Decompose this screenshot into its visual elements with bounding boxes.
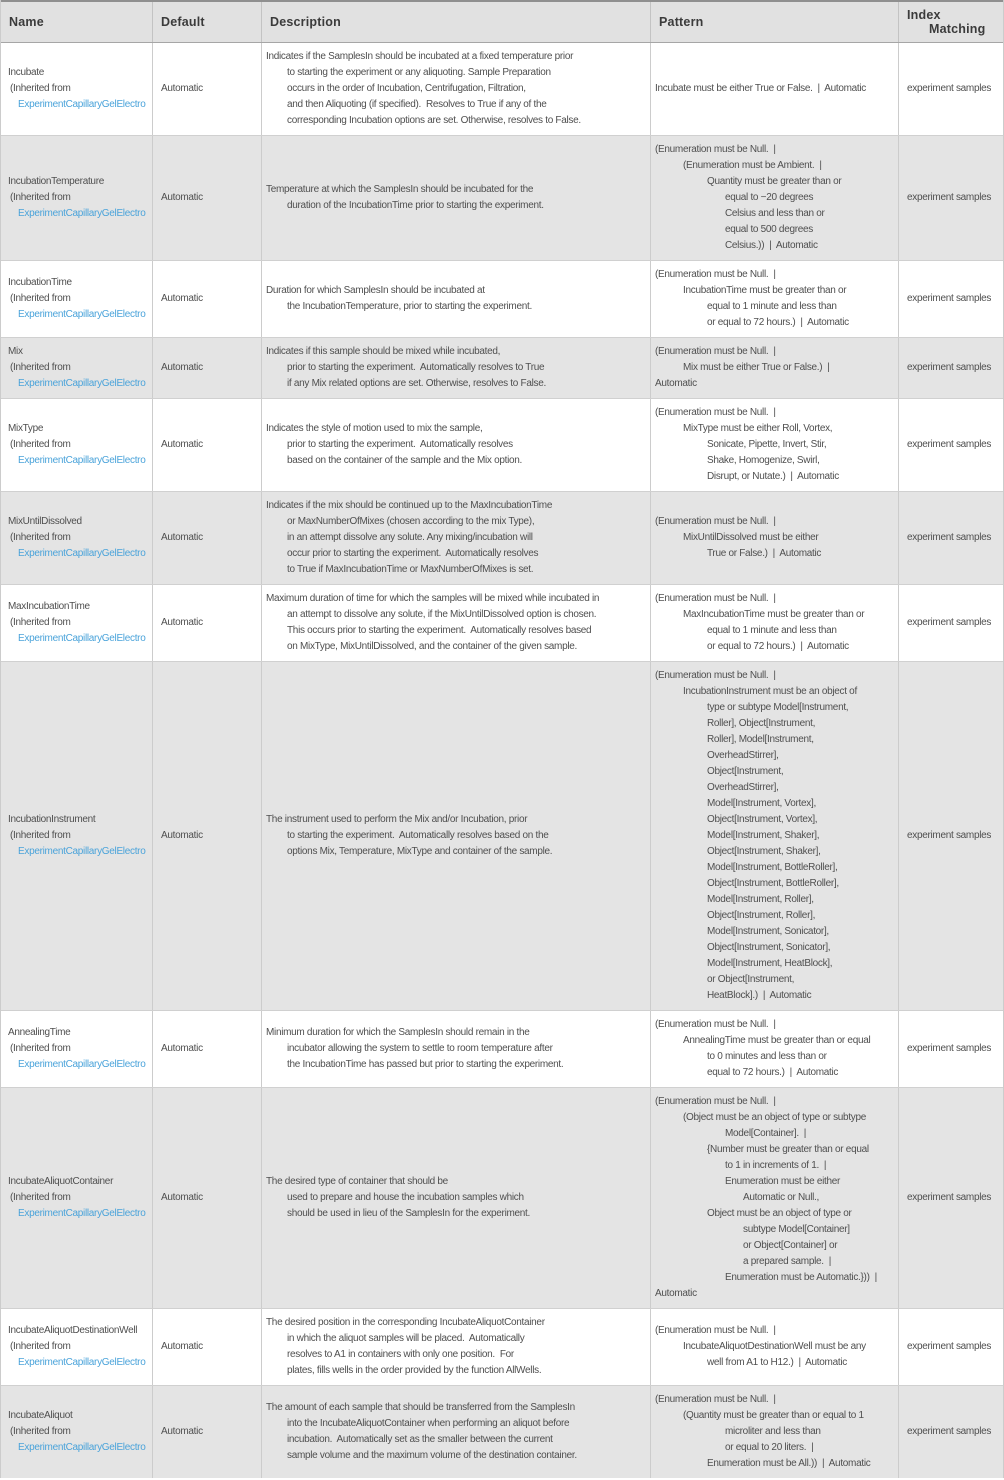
description-line: in an attempt dissolve any solute. Any mixing/incubation will [287, 532, 533, 543]
index-matching-value: experiment samples [907, 830, 992, 841]
index-matching-value: experiment samples [907, 83, 992, 94]
default-cell [153, 492, 262, 584]
default-value: Automatic [161, 83, 203, 94]
index-matching-value: experiment samples [907, 362, 992, 373]
pattern-line: (Enumeration must be Null. | [655, 144, 776, 155]
inherited-link[interactable]: ExperimentCapillaryGelElectro [18, 1208, 146, 1219]
pattern-line: (Enumeration must be Null. | [655, 516, 776, 527]
pattern-line: Automatic or Null., [743, 1192, 819, 1203]
description-line: should be used in lieu of the SamplesIn for the experiment. [287, 1208, 531, 1219]
pattern-line: Incubate must be either True or False. | Automatic [655, 83, 866, 94]
default-cell [153, 1386, 262, 1478]
pattern-line: IncubationTime must be greater than or [683, 285, 847, 296]
pattern-line: Celsius and less than or [725, 208, 825, 219]
default-cell [153, 338, 262, 398]
inherited-from-label: (Inherited from [10, 83, 71, 94]
default-value: Automatic [161, 293, 203, 304]
name-cell [1, 585, 153, 661]
column-header-name [1, 2, 153, 42]
pattern-cell [651, 1011, 899, 1087]
inherited-from-label: (Inherited from [10, 293, 71, 304]
index-matching-cell [899, 492, 1003, 584]
index-matching-value: experiment samples [907, 192, 992, 203]
inherited-link[interactable]: ExperimentCapillaryGelElectro [18, 1357, 146, 1368]
description-line: Indicates if the mix should be continued up to the MaxIncubationTime [266, 500, 553, 511]
pattern-line: (Enumeration must be Null. | [655, 593, 776, 604]
name-cell [1, 261, 153, 337]
pattern-line: or equal to 20 liters. | [725, 1442, 814, 1453]
column-header-default-label: Default [161, 15, 205, 29]
pattern-line: (Enumeration must be Null. | [655, 269, 776, 280]
pattern-line: to 0 minutes and less than or [707, 1051, 827, 1062]
column-header-pattern [651, 2, 899, 42]
default-value: Automatic [161, 192, 203, 203]
description-cell [262, 1088, 651, 1308]
pattern-line: OverheadStirrer], [707, 750, 779, 761]
description-line: Maximum duration of time for which the samples will be mixed while incubated in [266, 593, 600, 604]
pattern-line: Mix must be either True or False.) | [683, 362, 830, 373]
description-line: prior to starting the experiment. Automatically resolves to True [287, 362, 545, 373]
pattern-line: (Enumeration must be Null. | [655, 1019, 776, 1030]
pattern-line: MixUntilDissolved must be either [683, 532, 819, 543]
default-cell [153, 1309, 262, 1385]
default-value: Automatic [161, 617, 203, 628]
option-name: MixUntilDissolved [8, 516, 82, 527]
index-matching-cell [899, 662, 1003, 1010]
pattern-line: Sonicate, Pipette, Invert, Stir, [707, 439, 827, 450]
pattern-line: Enumeration must be Automatic.})) | [725, 1272, 877, 1283]
table-row [1, 260, 1003, 337]
description-cell [262, 338, 651, 398]
description-line: sample volume and the maximum volume of the destination container. [287, 1450, 577, 1461]
description-line: the IncubationTime has passed but prior to starting the experiment. [287, 1059, 564, 1070]
table-row [1, 398, 1003, 491]
column-header-default [153, 2, 262, 42]
description-line: incubator allowing the system to settle to room temperature after [287, 1043, 553, 1054]
default-value: Automatic [161, 1426, 203, 1437]
description-line: Indicates if the SamplesIn should be incubated at a fixed temperature prior [266, 51, 574, 62]
pattern-line: (Enumeration must be Null. | [655, 1096, 776, 1107]
column-header-matching-label: Matching [929, 22, 986, 36]
pattern-line: Object[Instrument, Roller], [707, 910, 816, 921]
table-row [1, 1087, 1003, 1308]
default-cell [153, 1011, 262, 1087]
pattern-line: IncubationInstrument must be an object of [683, 686, 857, 697]
pattern-line: Object[Instrument, BottleRoller], [707, 878, 839, 889]
index-matching-cell [899, 1309, 1003, 1385]
pattern-line: or Object[Container] or [743, 1240, 838, 1251]
inherited-link[interactable]: ExperimentCapillaryGelElectro [18, 633, 146, 644]
table-row [1, 337, 1003, 398]
default-cell [153, 585, 262, 661]
pattern-line: True or False.) | Automatic [707, 548, 822, 559]
index-matching-cell [899, 136, 1003, 260]
description-line: Temperature at which the SamplesIn should be incubated for the [266, 184, 534, 195]
description-line: Duration for which SamplesIn should be incubated at [266, 285, 485, 296]
description-line: used to prepare and house the incubation samples which [287, 1192, 524, 1203]
description-line: corresponding Incubation options are set. Otherwise, resolves to False. [287, 115, 581, 126]
index-matching-value: experiment samples [907, 1341, 992, 1352]
index-matching-cell [899, 1011, 1003, 1087]
pattern-line: well from A1 to H12.) | Automatic [707, 1357, 847, 1368]
pattern-line: Model[Container]. | [725, 1128, 807, 1139]
inherited-from-label: (Inherited from [10, 532, 71, 543]
description-line: plates, fills wells in the order provided by the function AllWells. [287, 1365, 542, 1376]
name-cell [1, 399, 153, 491]
pattern-line: or equal to 72 hours.) | Automatic [707, 641, 849, 652]
inherited-from-label: (Inherited from [10, 192, 71, 203]
pattern-line: subtype Model[Container] [743, 1224, 850, 1235]
pattern-line: to 1 in increments of 1. | [725, 1160, 827, 1171]
pattern-line: equal to 500 degrees [725, 224, 813, 235]
pattern-line: Roller], Object[Instrument, [707, 718, 816, 729]
pattern-line: microliter and less than [725, 1426, 821, 1437]
column-header-pattern-label: Pattern [659, 15, 704, 29]
pattern-cell [651, 1309, 899, 1385]
description-line: if any Mix related options are set. Otherwise, resolves to False. [287, 378, 546, 389]
description-line: or MaxNumberOfMixes (chosen according to the mix Type), [287, 516, 535, 527]
default-value: Automatic [161, 830, 203, 841]
description-line: on MixType, MixUntilDissolved, and the container of the given sample. [287, 641, 578, 652]
pattern-line: equal to 1 minute and less than [707, 301, 837, 312]
pattern-line: HeatBlock].) | Automatic [707, 990, 812, 1001]
column-header-description-label: Description [270, 15, 341, 29]
pattern-line: (Enumeration must be Null. | [655, 346, 776, 357]
default-cell [153, 43, 262, 135]
inherited-link[interactable]: ExperimentCapillaryGelElectro [18, 455, 146, 466]
description-line: to starting the experiment or any aliquoting. Sample Preparation [287, 67, 551, 78]
default-value: Automatic [161, 1192, 203, 1203]
index-matching-value: experiment samples [907, 1426, 992, 1437]
name-cell [1, 136, 153, 260]
description-line: and then Aliquoting (if specified). Resolves to True if any of the [287, 99, 547, 110]
description-cell [262, 43, 651, 135]
option-name: AnnealingTime [8, 1027, 71, 1038]
pattern-cell [651, 1088, 899, 1308]
pattern-line: Roller], Model[Instrument, [707, 734, 814, 745]
options-table-header [1, 0, 1003, 43]
description-cell [262, 1309, 651, 1385]
index-matching-cell [899, 585, 1003, 661]
description-line: The amount of each sample that should be transferred from the SamplesIn [266, 1402, 575, 1413]
pattern-line: Automatic [655, 378, 697, 389]
pattern-cell [651, 585, 899, 661]
description-line: the IncubationTemperature, prior to starting the experiment. [287, 301, 532, 312]
pattern-line: IncubateAliquotDestinationWell must be any [683, 1341, 866, 1352]
description-line: prior to starting the experiment. Automatically resolves [287, 439, 513, 450]
pattern-line: (Enumeration must be Null. | [655, 1394, 776, 1405]
index-matching-cell [899, 1088, 1003, 1308]
description-line: Indicates the style of motion used to mix the sample, [266, 423, 483, 434]
index-matching-cell [899, 338, 1003, 398]
option-name: MaxIncubationTime [8, 601, 90, 612]
pattern-line: equal to 72 hours.) | Automatic [707, 1067, 839, 1078]
description-line: resolves to A1 in containers with only one position. For [287, 1349, 514, 1360]
pattern-line: Enumeration must be All.)) | Automatic [707, 1458, 871, 1469]
index-matching-value: experiment samples [907, 293, 992, 304]
pattern-cell [651, 338, 899, 398]
default-value: Automatic [161, 1043, 203, 1054]
default-value: Automatic [161, 362, 203, 373]
index-matching-value: experiment samples [907, 532, 992, 543]
index-matching-cell [899, 261, 1003, 337]
pattern-cell [651, 399, 899, 491]
name-cell [1, 662, 153, 1010]
pattern-cell [651, 261, 899, 337]
index-matching-value: experiment samples [907, 1192, 992, 1203]
column-header-description [262, 2, 651, 42]
table-row [1, 1010, 1003, 1087]
default-value: Automatic [161, 532, 203, 543]
inherited-link[interactable]: ExperimentCapillaryGelElectro [18, 1442, 146, 1453]
inherited-link[interactable]: ExperimentCapillaryGelElectro [18, 548, 146, 559]
option-name: IncubationInstrument [8, 814, 96, 825]
table-row [1, 43, 1003, 135]
pattern-line: MixType must be either Roll, Vortex, [683, 423, 833, 434]
description-cell [262, 662, 651, 1010]
pattern-line: (Enumeration must be Null. | [655, 1325, 776, 1336]
description-cell [262, 136, 651, 260]
option-name: IncubateAliquot [8, 1410, 73, 1421]
pattern-line: Model[Instrument, BottleRoller], [707, 862, 838, 873]
pattern-line: (Enumeration must be Null. | [655, 670, 776, 681]
inherited-from-label: (Inherited from [10, 362, 71, 373]
inherited-from-label: (Inherited from [10, 439, 71, 450]
name-cell [1, 1386, 153, 1478]
pattern-line: OverheadStirrer], [707, 782, 779, 793]
option-name: IncubationTime [8, 277, 72, 288]
description-line: to starting the experiment. Automatically resolves based on the [287, 830, 549, 841]
table-row [1, 135, 1003, 260]
inherited-from-label: (Inherited from [10, 1341, 71, 1352]
pattern-line: (Object must be an object of type or subtype [683, 1112, 867, 1123]
name-cell [1, 1309, 153, 1385]
index-matching-cell [899, 1386, 1003, 1478]
column-header-index-matching [899, 2, 1003, 42]
description-line: This occurs prior to starting the experiment. Automatically resolves based [287, 625, 592, 636]
pattern-line: Model[Instrument, Vortex], [707, 798, 816, 809]
default-value: Automatic [161, 439, 203, 450]
option-name: MixType [8, 423, 44, 434]
inherited-link[interactable]: ExperimentCapillaryGelElectro [18, 99, 146, 110]
default-cell [153, 662, 262, 1010]
column-header-name-label: Name [9, 15, 44, 29]
pattern-line: {Number must be greater than or equal [707, 1144, 869, 1155]
description-line: The desired type of container that should be [266, 1176, 448, 1187]
name-cell [1, 1088, 153, 1308]
pattern-line: Disrupt, or Nutate.) | Automatic [707, 471, 839, 482]
description-cell [262, 585, 651, 661]
pattern-line: MaxIncubationTime must be greater than or [683, 609, 865, 620]
option-name: IncubateAliquotContainer [8, 1176, 114, 1187]
inherited-link[interactable]: ExperimentCapillaryGelElectro [18, 1059, 146, 1070]
index-matching-value: experiment samples [907, 439, 992, 450]
description-line: The instrument used to perform the Mix and/or Incubation, prior [266, 814, 528, 825]
inherited-from-label: (Inherited from [10, 830, 71, 841]
description-cell [262, 1011, 651, 1087]
option-name: IncubationTemperature [8, 176, 104, 187]
inherited-from-label: (Inherited from [10, 1426, 71, 1437]
pattern-line: Model[Instrument, Roller], [707, 894, 814, 905]
default-cell [153, 136, 262, 260]
pattern-line: Model[Instrument, Sonicator], [707, 926, 829, 937]
option-name: IncubateAliquotDestinationWell [8, 1325, 138, 1336]
description-line: options Mix, Temperature, MixType and container of the sample. [287, 846, 553, 857]
description-line: to True if MaxIncubationTime or MaxNumberOfMixes is set. [287, 564, 534, 575]
inherited-link[interactable]: ExperimentCapillaryGelElectro [18, 309, 146, 320]
inherited-link[interactable]: ExperimentCapillaryGelElectro [18, 378, 146, 389]
pattern-cell [651, 662, 899, 1010]
description-line: based on the container of the sample and the Mix option. [287, 455, 523, 466]
table-row [1, 1385, 1003, 1478]
description-cell [262, 261, 651, 337]
inherited-from-label: (Inherited from [10, 1192, 71, 1203]
inherited-link[interactable]: ExperimentCapillaryGelElectro [18, 846, 146, 857]
description-line: into the IncubateAliquotContainer when performing an aliquot before [287, 1418, 570, 1429]
index-matching-value: experiment samples [907, 617, 992, 628]
option-name: Incubate [8, 67, 44, 78]
pattern-cell [651, 1386, 899, 1478]
description-line: occurs in the order of Incubation, Centrifugation, Filtration, [287, 83, 526, 94]
pattern-cell [651, 492, 899, 584]
name-cell [1, 338, 153, 398]
description-line: incubation. Automatically set as the smaller between the current [287, 1434, 553, 1445]
pattern-line: equal to 1 minute and less than [707, 625, 837, 636]
pattern-cell [651, 136, 899, 260]
description-line: Minimum duration for which the SamplesIn should remain in the [266, 1027, 530, 1038]
table-row [1, 584, 1003, 661]
table-row [1, 661, 1003, 1010]
pattern-line: Model[Instrument, Shaker], [707, 830, 820, 841]
pattern-line: a prepared sample. | [743, 1256, 832, 1267]
inherited-link[interactable]: ExperimentCapillaryGelElectro [18, 208, 146, 219]
description-line: occur prior to starting the experiment. Automatically resolves [287, 548, 539, 559]
description-cell [262, 399, 651, 491]
pattern-line: Object[Instrument, [707, 766, 784, 777]
pattern-line: (Enumeration must be Ambient. | [683, 160, 822, 171]
pattern-line: or Object[Instrument, [707, 974, 795, 985]
name-cell [1, 43, 153, 135]
pattern-line: Enumeration must be either [725, 1176, 841, 1187]
index-matching-value: experiment samples [907, 1043, 992, 1054]
pattern-cell [651, 43, 899, 135]
description-line: duration of the IncubationTime prior to starting the experiment. [287, 200, 544, 211]
default-cell [153, 399, 262, 491]
inherited-from-label: (Inherited from [10, 617, 71, 628]
default-cell [153, 261, 262, 337]
pattern-line: Object must be an object of type or [707, 1208, 852, 1219]
default-cell [153, 1088, 262, 1308]
name-cell [1, 492, 153, 584]
pattern-line: equal to −20 degrees [725, 192, 814, 203]
pattern-line: or equal to 72 hours.) | Automatic [707, 317, 849, 328]
pattern-line: Object[Instrument, Sonicator], [707, 942, 831, 953]
pattern-line: (Quantity must be greater than or equal to 1 [683, 1410, 864, 1421]
pattern-line: Automatic [655, 1288, 697, 1299]
pattern-line: (Enumeration must be Null. | [655, 407, 776, 418]
description-line: an attempt to dissolve any solute, if the MixUntilDissolved option is chosen. [287, 609, 597, 620]
pattern-line: Model[Instrument, HeatBlock], [707, 958, 833, 969]
pattern-line: Object[Instrument, Shaker], [707, 846, 821, 857]
description-line: Indicates if this sample should be mixed while incubated, [266, 346, 501, 357]
table-row [1, 1308, 1003, 1385]
description-cell [262, 492, 651, 584]
inherited-from-label: (Inherited from [10, 1043, 71, 1054]
default-value: Automatic [161, 1341, 203, 1352]
pattern-line: Shake, Homogenize, Swirl, [707, 455, 820, 466]
pattern-line: Object[Instrument, Vortex], [707, 814, 818, 825]
option-name: Mix [8, 346, 23, 357]
column-header-index-label: Index [907, 8, 941, 22]
index-matching-cell [899, 399, 1003, 491]
description-cell [262, 1386, 651, 1478]
options-table-body [1, 43, 1003, 1478]
description-line: in which the aliquot samples will be placed. Automatically [287, 1333, 525, 1344]
pattern-line: type or subtype Model[Instrument, [707, 702, 849, 713]
pattern-line: Celsius.)) | Automatic [725, 240, 818, 251]
description-line: The desired position in the corresponding IncubateAliquotContainer [266, 1317, 545, 1328]
table-row [1, 491, 1003, 584]
name-cell [1, 1011, 153, 1087]
pattern-line: AnnealingTime must be greater than or equal [683, 1035, 871, 1046]
index-matching-cell [899, 43, 1003, 135]
pattern-line: Quantity must be greater than or [707, 176, 842, 187]
